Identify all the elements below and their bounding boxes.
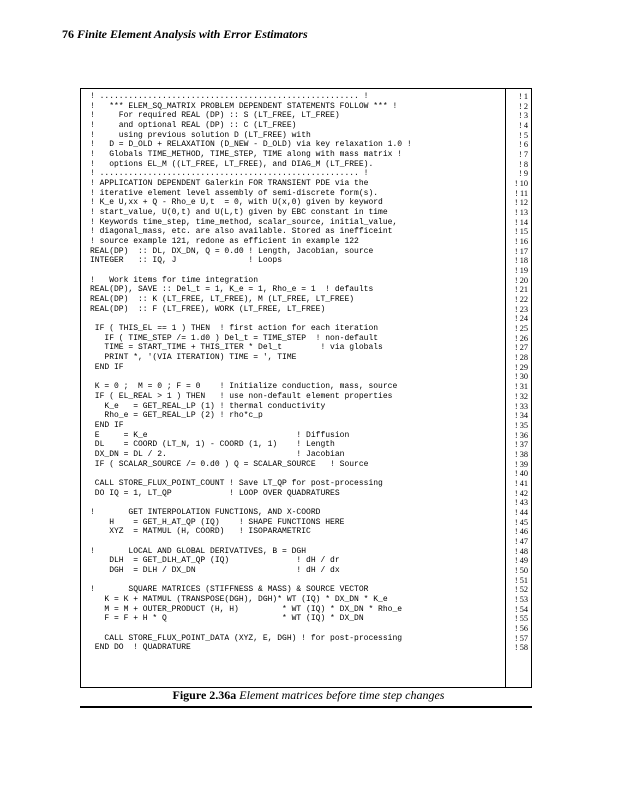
line-number: ! 35 [514, 420, 528, 430]
code-line [90, 372, 412, 382]
code-line: DLH = GET_DLH_AT_QP (IQ) ! dH / dr [90, 556, 340, 566]
line-number: ! 4 [519, 121, 528, 131]
code-line [90, 469, 412, 479]
code-line [90, 266, 412, 276]
line-number: ! 16 [514, 237, 528, 247]
figure-caption [0, 688, 617, 703]
code-line: IF ( EL_REAL > 1 ) THEN ! use non-default element properties [90, 391, 393, 401]
code-line: REAL(DP), SAVE :: Del_t = 1, K_e = 1, Rho_e = 1 ! defaults [90, 285, 374, 295]
code-line: IF ( THIS_EL == 1 ) THEN ! first action for each iteration [90, 324, 379, 334]
line-number: ! 22 [514, 295, 528, 305]
code-line: DL = COORD (LT_N, 1) - COORD (1, 1) ! Length [90, 440, 335, 450]
running-title: Finite Element Analysis with Error Estimators [77, 27, 308, 41]
line-number: ! 8 [519, 159, 528, 169]
code-line: ! Work items for time integration [90, 275, 259, 285]
line-number: ! 54 [514, 604, 528, 614]
figure-label: Figure 2.36a [172, 688, 237, 702]
line-number: ! 31 [514, 382, 528, 392]
code-line [90, 537, 412, 547]
line-number: ! 41 [514, 478, 528, 488]
line-number: ! 43 [514, 498, 528, 508]
line-number: ! 42 [514, 488, 528, 498]
code-line: CALL STORE_FLUX_POINT_COUNT ! Save LT_QP for post-processing [90, 478, 383, 488]
line-number: ! 44 [514, 507, 528, 517]
code-line: END IF [90, 362, 124, 372]
line-number: ! 17 [514, 246, 528, 256]
line-number: ! 1 [519, 92, 528, 101]
line-number: ! 49 [514, 556, 528, 566]
code-line: H = GET_H_AT_QP (IQ) ! SHAPE FUNCTIONS HERE [90, 517, 345, 527]
line-number: ! 48 [514, 546, 528, 556]
line-number: ! 26 [514, 333, 528, 343]
line-number: ! 20 [514, 275, 528, 285]
line-number: ! 46 [514, 527, 528, 537]
code-line: ! Keywords time_step, time_method, scalar_source, initial_value, [90, 217, 398, 227]
code-line [90, 314, 412, 324]
line-number: ! 52 [514, 585, 528, 595]
code-line: ! K_e U,xx + Q - Rho_e U,t = 0, with U(x,0) given by keyword [90, 198, 383, 208]
code-line [90, 576, 412, 586]
line-number: ! 23 [514, 304, 528, 314]
line-number: ! 24 [514, 314, 528, 324]
line-number: ! 9 [519, 169, 528, 179]
line-number: ! 51 [514, 575, 528, 585]
code-line: REAL(DP) :: F (LT_FREE), WORK (LT_FREE, LT_FREE) [90, 304, 326, 314]
code-line: F = F + H * Q * WT (IQ) * DX_DN [90, 614, 364, 624]
line-number: ! 33 [514, 401, 528, 411]
code-line: IF ( TIME_STEP /= 1.d0 ) Del_t = TIME_STEP ! non-default [90, 333, 379, 343]
line-number: ! 6 [519, 140, 528, 150]
line-number: ! 55 [514, 614, 528, 624]
line-number: ! 30 [514, 372, 528, 382]
code-line: IF ( SCALAR_SOURCE /= 0.d0 ) Q = SCALAR_SOURCE ! Source [90, 459, 369, 469]
line-number: ! 19 [514, 266, 528, 276]
code-line: REAL(DP) :: DL, DX_DN, Q = 0.d0 ! Length, Jacobian, source [90, 246, 374, 256]
code-line: ! For required REAL (DP) :: S (LT_FREE, LT_FREE) [90, 111, 340, 121]
code-line: PRINT *, '(VIA ITERATION) TIME = ', TIME [90, 353, 297, 363]
line-number: ! 3 [519, 111, 528, 121]
code-line: ! start_value, U(0,t) and U(L,t) given by EBC constant in time [90, 208, 388, 218]
code-line: ! ...................................................... ! [90, 169, 369, 179]
code-line: ! GET INTERPOLATION FUNCTIONS, AND X-COORD [90, 507, 321, 517]
page-header [62, 27, 308, 42]
line-number: ! 56 [514, 623, 528, 633]
code-line: K = 0 ; M = 0 ; F = 0 ! Initialize conduction, mass, source [90, 382, 398, 392]
line-number: ! 37 [514, 440, 528, 450]
line-number: ! 39 [514, 459, 528, 469]
figure-caption-text: Element matrices before time step changes [239, 688, 445, 702]
code-line: TIME = START_TIME + THIS_ITER * Del_t ! via globals [90, 343, 383, 353]
code-line: DX_DN = DL / 2. ! Jacobian [90, 449, 345, 459]
code-line: ! and optional REAL (DP) :: C (LT_FREE) [90, 121, 297, 131]
code-line: ! iterative element level assembly of semi-discrete form(s). [90, 188, 379, 198]
code-line [90, 624, 412, 634]
code-line: ! Globals TIME_METHOD, TIME_STEP, TIME along with mass matrix ! [90, 150, 403, 160]
line-number: ! 27 [514, 343, 528, 353]
page-number: 76 [62, 27, 74, 41]
line-number: ! 7 [519, 150, 528, 160]
code-line: ! LOCAL AND GLOBAL DERIVATIVES, B = DGH [90, 546, 307, 556]
line-number: ! 53 [514, 594, 528, 604]
line-number: ! 25 [514, 324, 528, 334]
bottom-rule [80, 706, 532, 708]
code-line: END IF [90, 420, 124, 430]
code-line: K = K + MATMUL (TRANSPOSE(DGH), DGH)* WT (IQ) * DX_DN * K_e [90, 594, 388, 604]
line-number: ! 15 [514, 227, 528, 237]
line-number: ! 2 [519, 101, 528, 111]
code-line: ! options EL_M ((LT_FREE, LT_FREE), and DIAG_M (LT_FREE). [90, 159, 374, 169]
line-number: ! 10 [514, 179, 528, 189]
code-line: INTEGER :: IQ, J ! Loops [90, 256, 283, 266]
code-line: ! ...................................................... ! [90, 92, 369, 101]
code-line [90, 498, 412, 508]
code-listing [90, 92, 412, 653]
line-number: ! 18 [514, 256, 528, 266]
line-number: ! 57 [514, 633, 528, 643]
code-line: ! diagonal_mass, etc. are also available. Stored as inefficeint [90, 227, 393, 237]
line-number: ! 11 [515, 188, 528, 198]
code-line: ! *** ELEM_SQ_MATRIX PROBLEM DEPENDENT STATEMENTS FOLLOW *** ! [90, 101, 398, 111]
line-number: ! 45 [514, 517, 528, 527]
line-number: ! 40 [514, 469, 528, 479]
code-line: ! using previous solution D (LT_FREE) with [90, 130, 311, 140]
code-line: ! SQUARE MATRICES (STIFFNESS & MASS) & SOURCE VECTOR [90, 585, 369, 595]
line-number: ! 58 [514, 643, 528, 653]
line-number: ! 38 [514, 449, 528, 459]
code-line: K_e = GET_REAL_LP (1) ! thermal conductivity [90, 401, 326, 411]
code-line: Rho_e = GET_REAL_LP (2) ! rho*c_p [90, 411, 263, 421]
code-line: M = M + OUTER_PRODUCT (H, H) * WT (IQ) * DX_DN * Rho_e [90, 604, 403, 614]
code-line: CALL STORE_FLUX_POINT_DATA (XYZ, E, DGH) ! for post-processing [90, 633, 403, 643]
line-number: ! 32 [514, 391, 528, 401]
line-number: ! 50 [514, 565, 528, 575]
code-line: ! source example 121, redone as efficient in example 122 [90, 237, 359, 247]
line-number: ! 5 [519, 130, 528, 140]
line-number: ! 13 [514, 208, 528, 218]
line-number: ! 21 [514, 285, 528, 295]
code-line: ! D = D_OLD + RELAXATION (D_NEW - D_OLD) via key relaxation 1.0 ! [90, 140, 412, 150]
line-number: ! 12 [514, 198, 528, 208]
code-line: XYZ = MATMUL (H, COORD) ! ISOPARAMETRIC [90, 527, 311, 537]
code-line: E = K_e ! Diffusion [90, 430, 350, 440]
code-line: END DO ! QUADRATURE [90, 643, 191, 653]
line-number: ! 34 [514, 411, 528, 421]
line-numbers [506, 92, 528, 653]
line-number: ! 47 [514, 536, 528, 546]
line-number: ! 29 [514, 362, 528, 372]
code-line: REAL(DP) :: K (LT_FREE, LT_FREE), M (LT_FREE, LT_FREE) [90, 295, 355, 305]
line-number: ! 14 [514, 217, 528, 227]
line-number: ! 36 [514, 430, 528, 440]
code-line: ! APPLICATION DEPENDENT Galerkin FOR TRANSIENT PDE via the [90, 179, 369, 189]
code-line: DO IQ = 1, LT_QP ! LOOP OVER QUADRATURES [90, 488, 340, 498]
code-line: DGH = DLH / DX_DN ! dH / dx [90, 565, 340, 575]
line-number: ! 28 [514, 353, 528, 363]
